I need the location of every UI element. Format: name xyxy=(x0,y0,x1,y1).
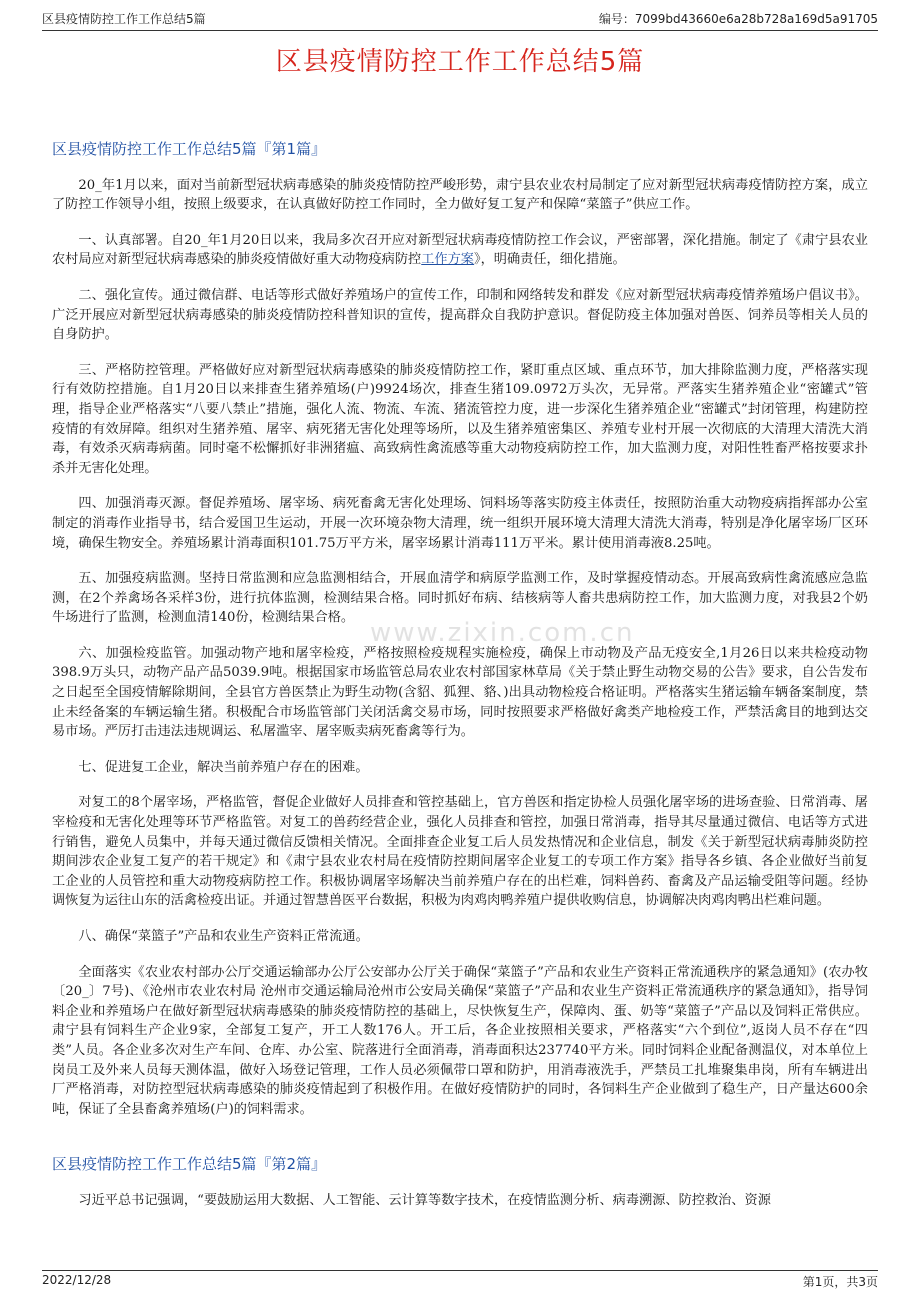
paragraph xyxy=(52,231,868,270)
paragraph: 对复工的8个屠宰场，严格监管，督促企业做好人员排查和管控基础上，官方兽医和指定协检人员强化屠宰场的进场查验、日常消毒、屠宰检疫和无害化处理等环节严格监管。对复工的兽药经营企业，强化人员排查和管控，加强日常消毒，指导其尽量通过微信、电话等方式进行销售，避免人员集中，并每天通过微信反馈相关情况。全面排查企业复工后人员发热情况和企业信息，制发《关于新型冠状病毒肺炎防控期间涉农企业复工复产的若干规定》和《肃宁县农业农村局在疫情防控期间屠宰企业复工的专项工作方案》指导各乡镇、各企业做好当前复工企业的人员管控和重大动物疫病防控工作。积极协调屠宰场解决当前养殖户存在的出栏难，饲料兽药、畜禽及产品运输受阻等问题。经协调恢复为运往山东的活禽检疫出证。并通过智慧兽医平台数据，积极为肉鸡肉鸭养殖户提供收购信息，协调解决肉鸡肉鸭出栏难问题。 xyxy=(52,795,868,909)
page-footer xyxy=(42,1270,878,1290)
paragraph: 七、促进复工企业，解决当前养殖户存在的困难。 xyxy=(78,759,369,775)
header-doc-name: 区县疫情防控工作工作总结5篇 xyxy=(42,12,206,26)
paragraph: 20_年1月以来，面对当前新型冠状病毒感染的肺炎疫情防控严峻形势，肃宁县农业农村局制定了应对新型冠状病毒疫情防控方案，成立了防控工作领导小组，按照上级要求，在认真做好防控工作同时，全力做好复工复产和保障“菜篮子”供应工作。 xyxy=(52,177,868,213)
paragraph: 六、加强检疫监管。加强动物产地和屠宰检疫，严格按照检疫规程实施检疫，确保上市动物及产品无疫安全,1月26日以来共检疫动物398.9万头只，动物产品产品5039.9吨。根据国家市场监管总局农业农村部国家林草局《关于禁止野生动物交易的公告》要求，自公告发布之日起至全国疫情解除期间，全县官方兽医禁止为野生动物(含貂、狐狸、貉、)出具动物检疫合格证明。严格落实生猪运输车辆备案制度，禁止未经备案的车辆运输生猪。积极配合市场监管部门关闭活禽交易市场，同时按照要求严格做好禽类产地检疫工作，严禁活禽目的地到达交易市场。严厉打击违法违规调运、私屠滥宰、屠宰贩卖病死畜禽等行为。 xyxy=(52,645,868,740)
document-body xyxy=(52,140,868,1227)
section-heading-2: 区县疫情防控工作工作总结5篇『第2篇』 xyxy=(52,1155,327,1174)
footer-date: 2022/12/28 xyxy=(42,1273,112,1287)
paragraph: 八、确保“菜篮子”产品和农业生产资料正常流通。 xyxy=(78,929,369,944)
paragraph: 二、强化宣传。通过微信群、电话等形式做好养殖场户的宣传工作，印制和网络转发和群发《应对新型冠状病毒疫情养殖场户倡议书》。广泛开展应对新型冠状病毒感染的肺炎疫情防控科普知识的宣传，提高群众自我防护意识。督促防疫主体加强对兽医、饲养员等相关人员的自身防护。 xyxy=(52,287,868,343)
section-heading-1: 区县疫情防控工作工作总结5篇『第1篇』 xyxy=(52,140,327,158)
paragraph: 全面落实《农业农村部办公厅交通运输部办公厅公安部办公厅关于确保“菜篮子”产品和农业生产资料正常流通秩序的紧急通知》(农办牧〔20_〕7号)、《沧州市农业农村局 沧州市交通运输局沧州市公安局关确保“菜篮子”产品和农业生产资料正常流通秩序的紧急通知》，指导饲料企业和养殖场户在做好新型冠状病毒感染的肺炎疫情防控的基础上，尽快恢复生产，保障肉、蛋、奶等“菜篮子”产品以及饲料正常供应。肃宁县有饲料生产企业9家，全部复工复产，开工人数176人。开工后，各企业按照相关要求，严格落实“六个到位”,返岗人员不存在“四类”人员。各企业多次对生产车间、仓库、办公室、院落进行全面消毒，消毒面积达237740平方米。同时饲料企业配备测温仪，对本单位上岗员工及外来人员每天测体温，做好入场登记管理，工作人员必须佩带口罩和防护，用消毒液洗手，严禁员工扎堆聚集串岗，所有车辆进出厂严格消毒，对防控型冠状病毒感染的肺炎疫情起到了积极作用。在做好疫情防护的同时，各饲料生产企业做到了稳生产，日产量达600余吨，保证了全县畜禽养殖场(户)的饲料需求。 xyxy=(52,964,868,1117)
paragraph: 三、严格防控管理。严格做好应对新型冠状病毒感染的肺炎疫情防控工作，紧盯重点区域、重点环节，加大排除监测力度，严格落实现行有效防控措施。自1月20日以来排查生猪养殖场(户)9924场次，排查生猪109.0972万头次，无异常。严落实生猪养殖企业“密罐式”管理，指导企业严格落实“八要八禁止”措施，强化人流、物流、车流、猪流管控力度，进一步深化生猪养殖企业“密罐式”封闭管理，构建防控疫情的有效屏障。组织对生猪养殖、屠宰、病死猪无害化处理等场所，以及生猪养殖密集区、养殖专业村开展一次彻底的大清理大清洗大消毒，有效杀灭病毒病菌。同时毫不松懈抓好非洲猪瘟、高致病性禽流感等重大动物疫病防控工作，加大监测力度，对阳性牲畜严格按要求扑杀并无害化处理。 xyxy=(52,362,868,476)
paragraph: 习近平总书记强调，“要鼓励运用大数据、人工智能、云计算等数字技术，在疫情监测分析、病毒溯源、防控救治、资源 xyxy=(78,1192,771,1208)
header-doc-id: 编号：7099bd43660e6a28b728a169d5a91705 xyxy=(598,12,878,26)
page-header xyxy=(42,11,878,31)
paragraph-text: 》，明确责任，细化措施。 xyxy=(474,252,626,268)
watermark: www.zixin.com.cn xyxy=(370,618,635,648)
paragraph: 五、加强疫病监测。坚持日常监测和应急监测相结合，开展血清学和病原学监测工作，及时掌握疫情动态。开展高致病性禽流感应急监测，在2个养禽场各采样3份，进行抗体监测，检测结果合格。同时抓好布病、结核病等人畜共患病防控工作，加大监测力度，对我县2个奶牛场进行了监测，检测血清140份，检测结果合格。 xyxy=(52,571,868,626)
work-plan-link[interactable]: 工作方案 xyxy=(421,252,474,268)
footer-page-number: 第1页，共3页 xyxy=(802,1275,878,1289)
paragraph-text: 一、认真部署。自20_年1月20日以来，我局多次召开应对新型冠状病毒疫情防控工作会议，严密部署，深化措施。制定了《肃宁县农业农村局应对新型冠状病毒感染的肺炎疫情做好重大动物疫病防控 xyxy=(52,232,868,268)
document-title: 区县疫情防控工作工作总结5篇 xyxy=(275,47,645,77)
paragraph: 四、加强消毒灭源。督促养殖场、屠宰场、病死畜禽无害化处理场、饲料场等落实防疫主体责任，按照防治重大动物疫病指挥部办公室制定的消毒作业指导书，结合爱国卫生运动，开展一次环境杂物大清理，统一组织开展环境大清理大清洗大消毒，特别是净化屠宰场厂区环境，确保生物安全。养殖场累计消毒面积101.75万平方米，屠宰场累计消毒111万平米。累计使用消毒液8.25吨。 xyxy=(52,496,868,551)
